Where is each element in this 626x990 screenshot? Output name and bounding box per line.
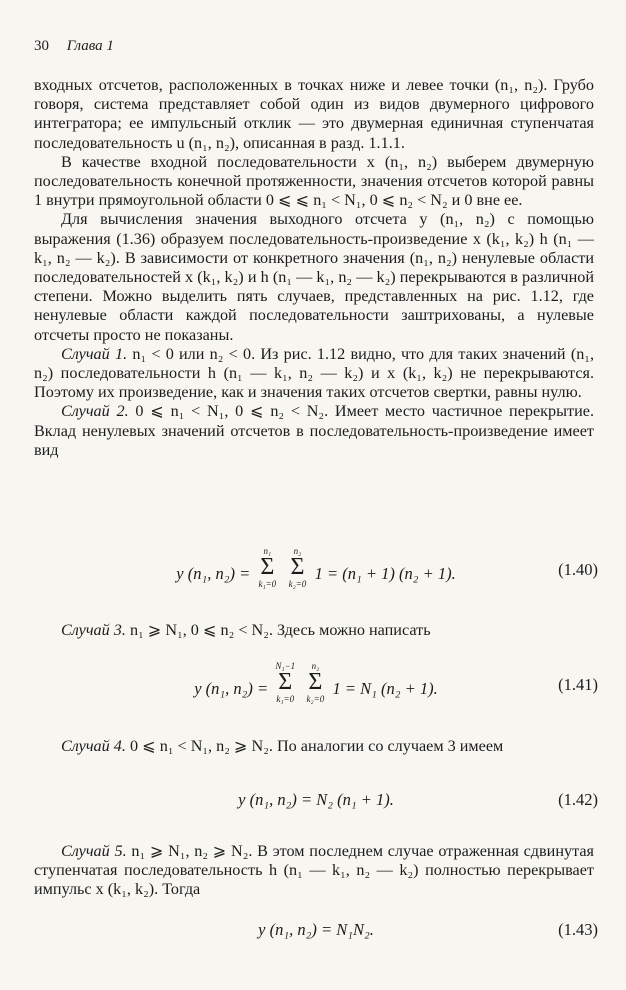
case-label: Случай 4. [61,737,126,755]
equation-rhs: 1 = (n₁ + 1) (n₂ + 1). [314,563,456,583]
equation-body: y (n₁, n₂) = N₂ (n₁ + 1). [238,790,394,809]
case-text: 0 ⩽ n₁ < N₁, 0 ⩽ n₂ < N₂. Имеет место частичное перекрытие. Вклад ненулевых значений отсчетов в последовательность-произведение имеет вид [34,402,594,459]
equation-lhs: y (n₁, n₂) = [176,563,251,583]
case-label: Случай 5. [61,842,127,860]
case-paragraph [34,621,594,640]
case-paragraph [34,737,594,756]
page-header [34,38,114,55]
case-text: 0 ⩽ n₁ < N₁, n₂ ⩾ N₂. По аналогии со случаем 3 имеем [129,737,504,755]
case-paragraph [34,842,594,900]
paragraph: входных отсчетов, расположенных в точках ниже и левее точки (n₁, n₂). Грубо говоря, система представляет собой один из видов двумерного цифрового интегратора; ее импульсный отклик — это двумерная единичная ступенчатая последовательность u (n₁, n₂), описанная в разд. 1.1.1. [34,76,594,152]
equation-1-40 [34,546,598,600]
equation-rhs: 1 = N₁ (n₂ + 1). [332,678,438,698]
equation-1-42 [34,790,598,830]
case-3-text [34,621,594,640]
paragraph: Для вычисления значения выходного отсчета y (n₁, n₂) с помощью выражения (1.36) образуем последовательность-произведение x (k₁, k₂) h (n₁ — k₁, n₂ — k₂). В зависимости от конкретного значения (n₁, n₂) ненулевые области последовательностей x (k₁, k₂) и h (n₁ — k₁, n₂ — k₂) перекрываются в различной степени. Можно выделить пять случаев, представленных на рис. 1.12, где ненулевые области каждой последовательности заштрихованы, а нулевые отсчеты просто не показаны. [34,210,594,344]
page-number: 30 [34,38,49,54]
equation-number: (1.43) [558,920,598,939]
equation-number: (1.42) [558,790,598,809]
intro-text [34,76,594,460]
case-5-text [34,842,594,900]
sum-operator: N₁−1 Σ k₁=0 [275,661,296,704]
case-text: n₁ ⩾ N₁, n₂ ⩾ N₂. В этом последнем случае отраженная сдвинутая ступенчатая последовательность h (n₁ — k₁, n₂ — k₂) полностью перекрывает импульс x (k₁, k₂). Тогда [34,842,595,899]
equation-lhs: y (n₁, n₂) = [194,678,269,698]
case-4-text [34,737,594,756]
equation-number: (1.40) [558,560,598,579]
case-text: n₁ < 0 или n₂ < 0. Из рис. 1.12 видно, что для таких значений (n₁, n₂) последовательности h (n₁ — k₁, n₂ — k₂) и x (k₁, k₂) не перекрываются. Поэтому их произведение, как и значения таких отсчетов свертки, равны нулю. [34,344,594,402]
equation-1-43 [34,920,598,960]
case-label: Случай 2. [61,402,129,421]
case-text: n₁ ⩾ N₁, 0 ⩽ n₂ < N₂. Здесь можно написать [129,621,431,639]
equation-1-41 [34,661,598,715]
case-paragraph [34,402,594,460]
sum-operator: n₂ Σ k₂=0 [288,546,307,589]
chapter-title: Глава 1 [66,38,114,54]
case-paragraph [34,345,594,403]
sum-operator: n₁ Σ k₁=0 [258,546,277,589]
equation-body: y (n₁, n₂) = N₁N₂. [258,920,374,939]
paragraph: В качестве входной последовательности x (n₁, n₂) выберем двумерную последовательность конечной протяженности, значения отсчетов которой равны 1 внутри прямоугольной области 0 ⩽ ⩽ n₁ < N₁, 0 ⩽ n₂ < N₂ и 0 вне ее. [34,152,594,210]
case-label: Случай 3. [61,621,126,639]
sum-operator: n₂ Σ k₂=0 [306,661,325,704]
case-label: Случай 1. [61,344,128,363]
equation-number: (1.41) [558,675,598,694]
